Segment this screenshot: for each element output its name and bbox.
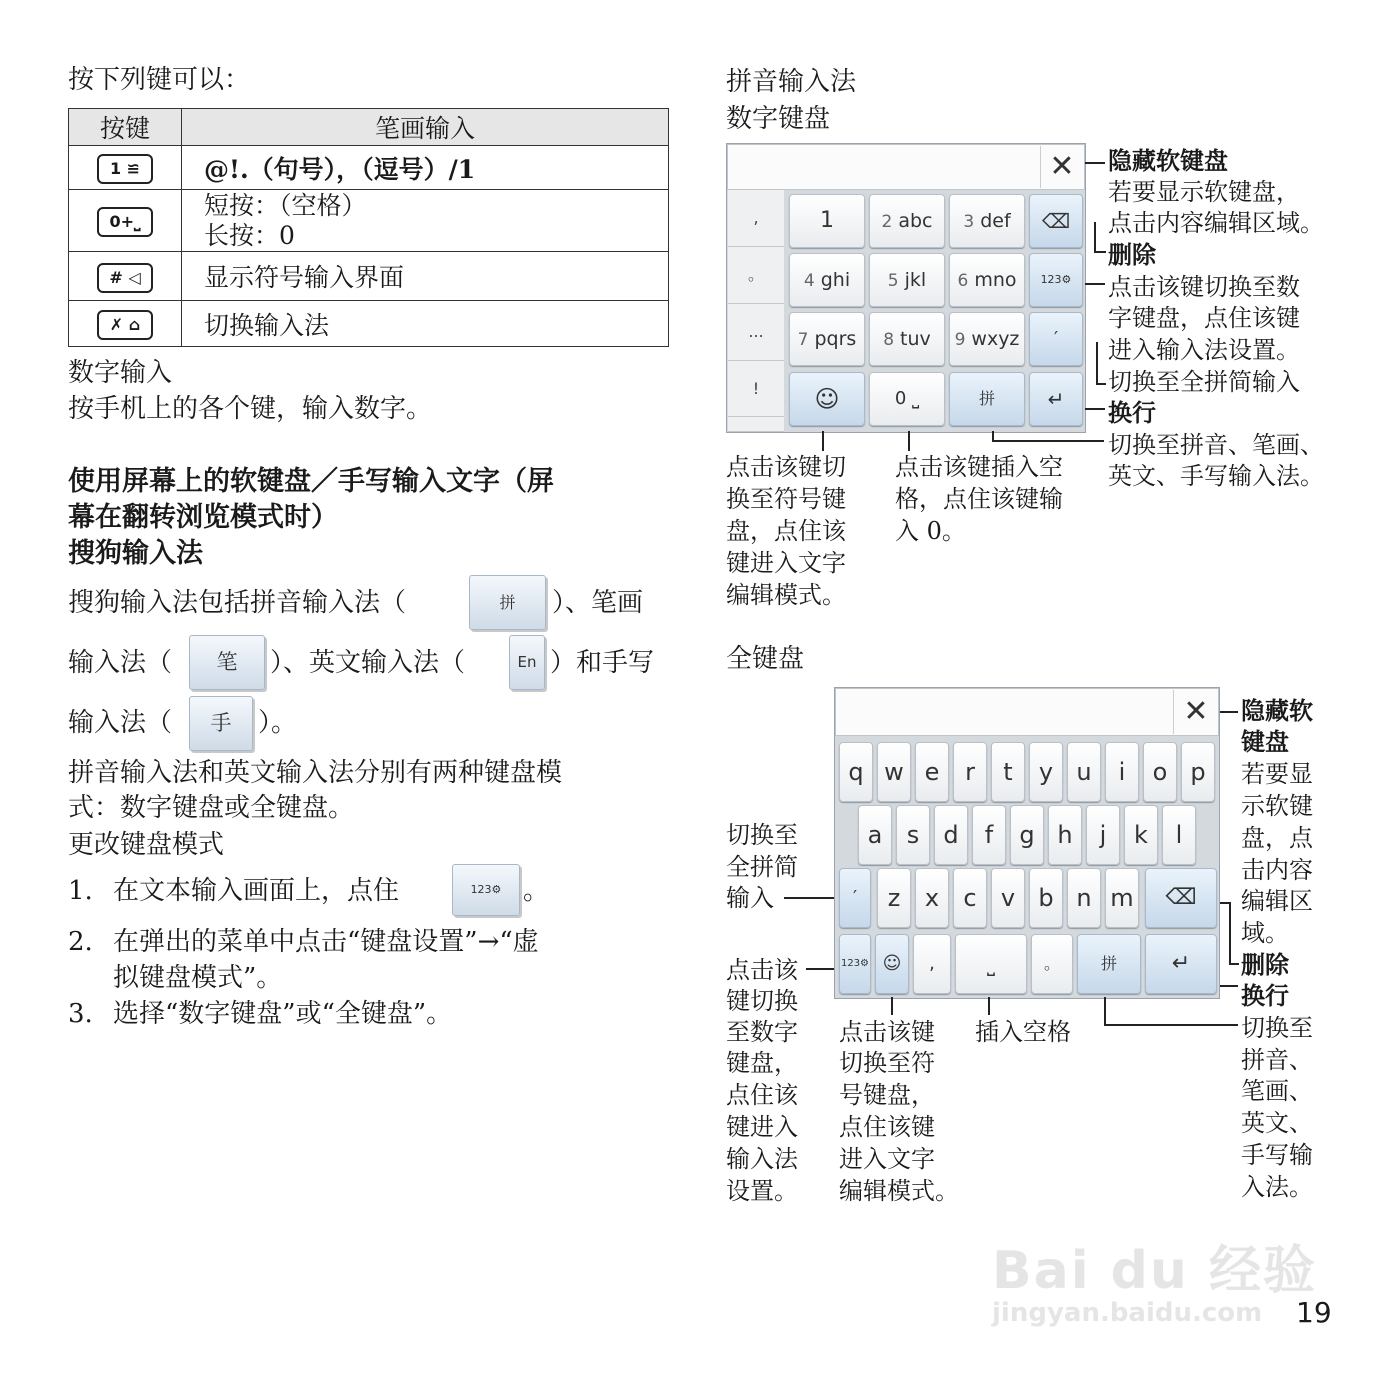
section-subtitle: 搜狗输入法 (68, 538, 203, 569)
step-text: 拟键盘模式”。 (113, 963, 283, 993)
ann-delete: 删除 (1108, 241, 1156, 269)
step-number: 1. (68, 876, 93, 906)
backspace-icon[interactable]: ⌫ (1029, 194, 1083, 248)
table-row (69, 252, 669, 301)
ann-text: 插入空格 (975, 1018, 1071, 1046)
numeric-title: 数字输入 (68, 358, 173, 388)
period-key[interactable]: 。 (1031, 934, 1073, 994)
key-3[interactable]: 3 def (949, 194, 1025, 248)
full-keyboard-title: 全键盘 (726, 644, 805, 674)
smiley-icon[interactable]: ☺ (789, 372, 865, 426)
ann-text: 切换至 (726, 821, 798, 849)
backspace-icon[interactable]: ⌫ (1145, 868, 1217, 928)
key-u[interactable]: u (1067, 742, 1101, 802)
ann-text: 切换至符 (839, 1049, 935, 1077)
key-q[interactable]: q (839, 742, 873, 802)
table-row (69, 190, 669, 252)
separator-key[interactable]: ′ (1029, 312, 1083, 366)
pinyin-switch-key[interactable]: 拼 (949, 372, 1025, 426)
key-9[interactable]: 9 wxyz (949, 312, 1025, 366)
ann-text: 拼音、 (1241, 1046, 1313, 1074)
para-text: ）、英文输入法（ (270, 648, 466, 678)
para-text: ）、笔画 (552, 588, 644, 618)
key-x[interactable]: x (915, 868, 949, 928)
full-keyboard (834, 687, 1220, 999)
key-2[interactable]: 2 abc (869, 194, 945, 248)
key-m[interactable]: m (1105, 868, 1139, 928)
side-key[interactable]: 。 (728, 247, 784, 304)
input-bar[interactable] (835, 688, 1219, 736)
ann-text: 英文、手写输入法。 (1108, 462, 1324, 490)
key-7[interactable]: 7 pqrs (789, 312, 865, 366)
key-t[interactable]: t (991, 742, 1025, 802)
ann-text: 盘，点 (1241, 824, 1313, 852)
table-header-key: 按键 (69, 109, 182, 146)
key-h[interactable]: h (1048, 805, 1082, 865)
numeric-keypad (726, 143, 1086, 433)
ann-text: 进入文字 (839, 1145, 935, 1173)
side-key[interactable]: , (728, 190, 784, 247)
pinyin-title: 拼音输入法 (726, 67, 857, 97)
ann-text: 点击内容编辑区域。 (1108, 209, 1324, 237)
enter-icon[interactable]: ↵ (1145, 934, 1217, 994)
table-cell: 切换输入法 (182, 301, 669, 347)
numeric-text: 按手机上的各个键，输入数字。 (68, 394, 433, 424)
ann-text: 换至符号键 (726, 485, 846, 513)
key-b[interactable]: b (1029, 868, 1063, 928)
ann-text: 切换至 (1241, 1014, 1313, 1042)
page-number: 19 (1296, 1296, 1332, 1329)
step-text: 在弹出的菜单中点击“键盘设置”→“虚 (113, 927, 539, 957)
key-g[interactable]: g (1010, 805, 1044, 865)
key-f[interactable]: f (972, 805, 1006, 865)
ann-text: 至数字 (726, 1018, 798, 1046)
key-s[interactable]: s (896, 805, 930, 865)
ann-text: 点击该 (726, 956, 798, 984)
ann-delete: 删除 (1241, 951, 1289, 979)
smiley-icon[interactable]: ☺ (875, 934, 909, 994)
comma-key[interactable]: , (913, 934, 951, 994)
table-row (69, 146, 669, 190)
ann-text: 输入法 (726, 1145, 798, 1173)
section-title: 使用屏幕上的软键盘／手写输入文字（屏 (68, 466, 554, 497)
key-o[interactable]: o (1143, 742, 1177, 802)
ann-text: 键进入文字 (726, 549, 846, 577)
key-r[interactable]: r (953, 742, 987, 802)
ann-text: 点击该键切换至数 (1108, 273, 1300, 301)
ann-text: 切换至拼音、笔画、 (1108, 431, 1324, 459)
separator-key[interactable]: ′ (839, 868, 871, 928)
ann-hide-keyboard: 隐藏软键盘 (1108, 147, 1228, 175)
key-p[interactable]: p (1181, 742, 1215, 802)
ann-text: 全拼简 (726, 853, 798, 881)
ann-text: 笔画、 (1241, 1077, 1313, 1105)
ann-text: 进入输入法设置。 (1108, 336, 1300, 364)
table-header-stroke: 笔画输入 (182, 109, 669, 146)
ann-enter: 换行 (1108, 399, 1156, 427)
key-w[interactable]: w (877, 742, 911, 802)
bihua-button: 笔 (189, 635, 265, 690)
close-icon[interactable]: ✕ (1173, 690, 1218, 734)
ann-text: 入 0。 (895, 517, 966, 545)
key-a[interactable]: a (858, 805, 892, 865)
ann-text: 盘，点住该 (726, 517, 846, 545)
side-key[interactable]: ! (728, 361, 784, 417)
key-j[interactable]: j (1086, 805, 1120, 865)
ann-text: 编辑模式。 (839, 1177, 959, 1205)
para-text: 式：数字键盘或全键盘。 (68, 793, 355, 823)
key-z[interactable]: z (877, 868, 911, 928)
watermark-logo: Bai du 经验 (992, 1241, 1317, 1301)
key-i[interactable]: i (1105, 742, 1139, 802)
key-table (68, 108, 669, 347)
intro-text: 按下列键可以： (68, 65, 251, 95)
ann-text: 编辑区 (1241, 887, 1313, 915)
ann-text: 格，点住该键输 (895, 485, 1063, 513)
ann-text: 键盘， (726, 1049, 798, 1077)
ann-text: 手写输 (1241, 1141, 1313, 1169)
input-bar[interactable] (727, 144, 1085, 190)
ann-text: 示软键 (1241, 792, 1313, 820)
ann-text: 点击该键插入空 (895, 453, 1063, 481)
ann-text: 入法。 (1241, 1173, 1313, 1201)
ann-text: 点击该键切 (726, 453, 846, 481)
table-cell: 显示符号输入界面 (182, 252, 669, 301)
ann-text: 点住该 (726, 1081, 798, 1109)
key-1-icon: 1 ≌ (97, 154, 153, 184)
para-text: 搜狗输入法包括拼音输入法（ (68, 588, 407, 618)
ann-text: 若要显 (1241, 760, 1313, 788)
numpad-title: 数字键盘 (726, 104, 831, 134)
key-e[interactable]: e (915, 742, 949, 802)
ann-hide-keyboard: 隐藏软 (1241, 697, 1313, 725)
key-d[interactable]: d (934, 805, 968, 865)
key-8[interactable]: 8 tuv (869, 312, 945, 366)
key-l[interactable]: l (1162, 805, 1196, 865)
table-cell: 短按：（空格） (204, 190, 367, 220)
ann-text: 英文、 (1241, 1109, 1313, 1137)
key-k[interactable]: k (1124, 805, 1158, 865)
key-1[interactable]: 1 (789, 194, 865, 248)
para-text: ）和手写 (550, 648, 655, 678)
ann-text: 号键盘， (839, 1081, 935, 1109)
key-0-icon: 0+⎵ (97, 207, 153, 237)
key-y[interactable]: y (1029, 742, 1063, 802)
settings-123-icon[interactable]: 123⚙ (1029, 253, 1083, 307)
shou-button: 手 (189, 696, 253, 751)
ann-hide-keyboard: 键盘 (1241, 728, 1289, 756)
ann-enter: 换行 (1241, 982, 1289, 1010)
step-number: 3. (68, 999, 93, 1029)
space-key[interactable]: ⎵ (955, 934, 1027, 994)
step-text: 选择“数字键盘”或“全键盘”。 (113, 999, 453, 1029)
ann-text: 编辑模式。 (726, 581, 846, 609)
key-hash-icon: # ◁ (97, 263, 153, 293)
pinyin-button: 拼 (469, 575, 546, 630)
table-cell: 长按：0 (204, 220, 295, 250)
ann-text: 点住该键 (839, 1113, 935, 1141)
ann-text: 切换至全拼简输入 (1108, 368, 1300, 396)
key-star-icon: ✗ ⌂ (97, 310, 153, 340)
key-4[interactable]: 4 ghi (789, 253, 865, 307)
table-row (69, 301, 669, 347)
ann-text: 键切换 (726, 987, 798, 1015)
settings-123-button: 123⚙ (452, 864, 520, 916)
section-title-cont: 幕在翻转浏览模式时） (68, 502, 338, 533)
key-v[interactable]: v (991, 868, 1025, 928)
table-cell: @!.（句号），（逗号）/1 (182, 146, 669, 190)
step-text: 。 (523, 876, 550, 906)
watermark-url: jingyan.baidu.com (992, 1298, 1263, 1328)
step-number: 2. (68, 927, 93, 957)
key-c[interactable]: c (953, 868, 987, 928)
ann-text: 输入 (726, 884, 774, 912)
settings-123-icon[interactable]: 123⚙ (839, 934, 871, 994)
change-title: 更改键盘模式 (68, 830, 225, 860)
key-n[interactable]: n (1067, 868, 1101, 928)
space-key[interactable]: 0 ⎵ (869, 372, 945, 426)
ann-text: 键进入 (726, 1113, 798, 1141)
para-text: 输入法（ (68, 648, 173, 678)
ann-text: 若要显示软键盘， (1108, 178, 1300, 206)
pinyin-switch-key[interactable]: 拼 (1077, 934, 1141, 994)
key-5[interactable]: 5 jkl (869, 253, 945, 307)
step-text: 在文本输入画面上，点住 (113, 876, 400, 906)
para-text: 输入法（ (68, 708, 173, 738)
para-text: ）。 (258, 708, 298, 738)
en-button: En (509, 635, 545, 690)
ann-text: 设置。 (726, 1177, 798, 1205)
ann-text: 域。 (1241, 919, 1289, 947)
ann-text: 击内容 (1241, 856, 1313, 884)
ann-text: 点击该键 (839, 1018, 935, 1046)
ann-text: 字键盘，点住该键 (1108, 304, 1300, 332)
close-icon[interactable]: ✕ (1040, 146, 1083, 188)
enter-icon[interactable]: ↵ (1029, 372, 1083, 426)
para-text: 拼音输入法和英文输入法分别有两种键盘模 (68, 758, 563, 788)
side-key[interactable]: ... (728, 304, 784, 361)
key-6[interactable]: 6 mno (949, 253, 1025, 307)
